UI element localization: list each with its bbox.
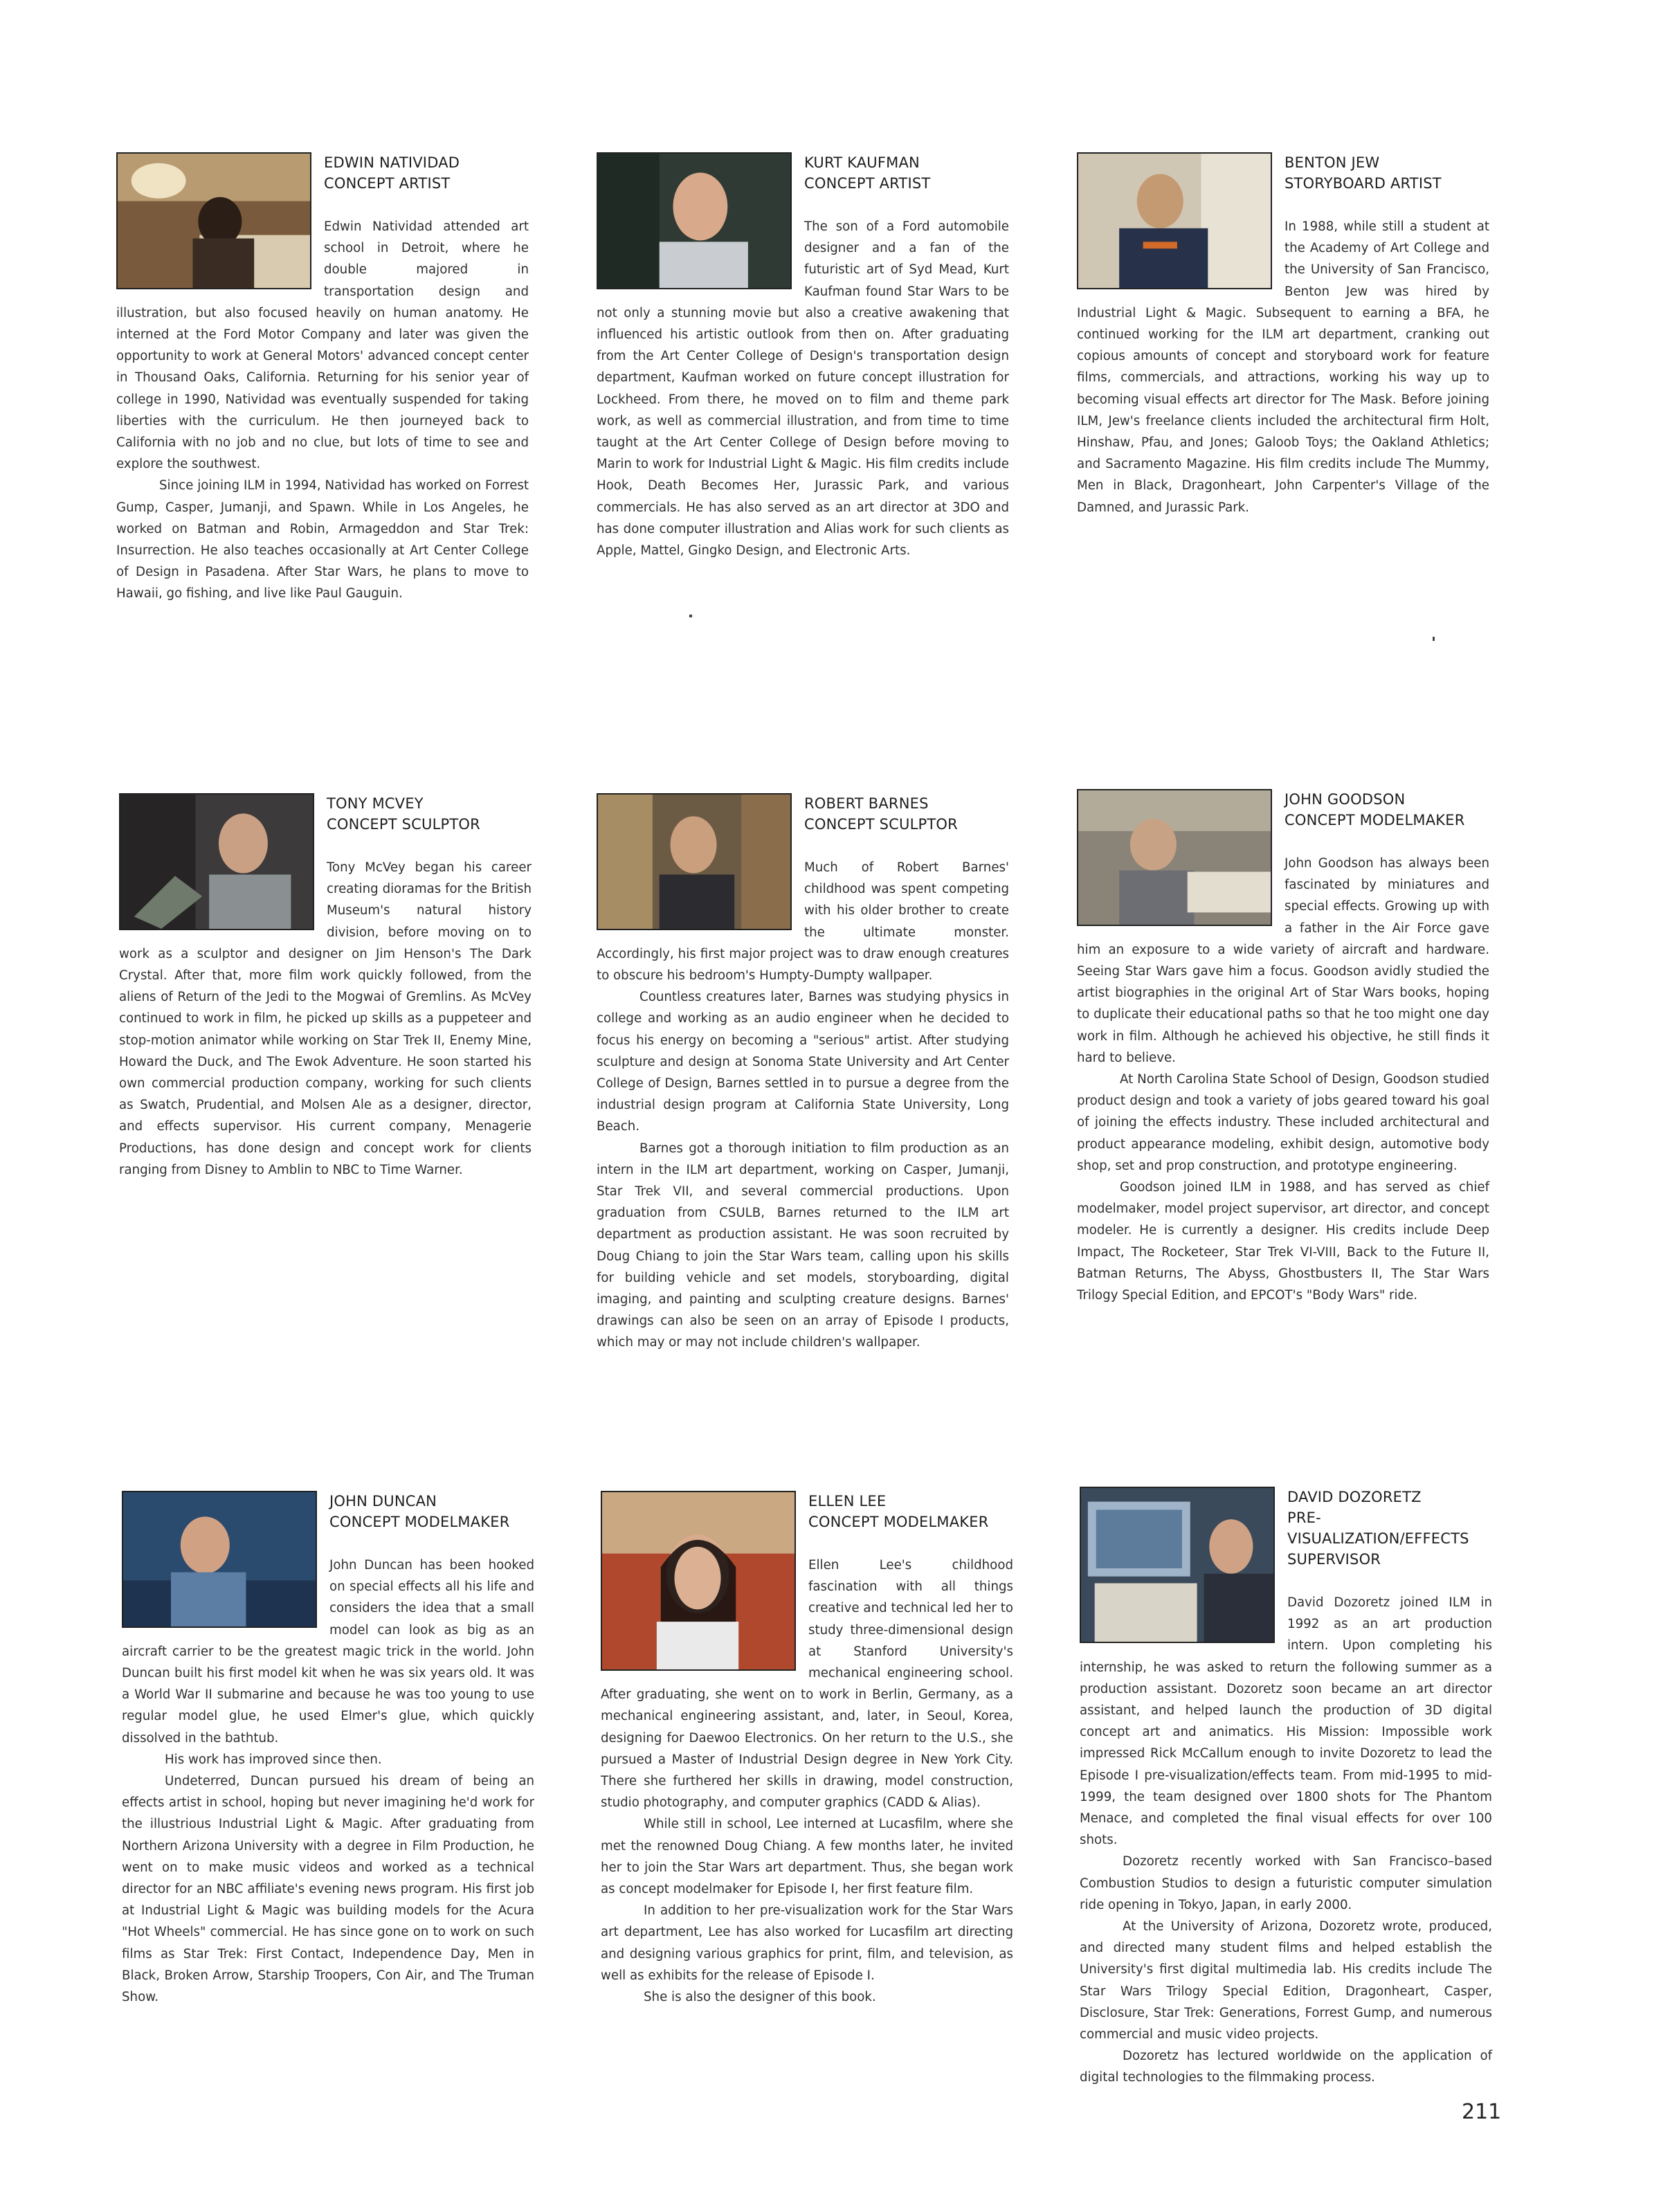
bio-robert-barnes (597, 793, 1009, 1354)
bio-paragraph: Undeterred, Duncan pursued his dream of being an effects artist in school, hoping but never imagining he'd work for the illustrious Industrial Light & Magic. After graduating from Northern Arizona University with a degree in Film Production, he went on to make music videos and worked as a technical director for an NBC affiliate's evening news program. His first job at Industrial Light & Magic was building models for the Acura "Hot Wheels" commercial. He has since gone on to work on such films as Star Trek: First Contact, Independence Day, Men in Black, Broken Arrow, Starship Troopers, Con Air, and The Truman Show. (122, 1774, 534, 2005)
bio-paragraph: At the University of Arizona, Dozoretz wrote, produced, and directed many student films and helped establish the University's first digital multimedia lab. His credits include The Star Wars Trilogy Special Edition, Dragonheart, Casper, Disclosure, Star Trek: Generations, Forrest Gump, and numerous commercial and music video projects. (1080, 1919, 1492, 2042)
bio-john-duncan (122, 1491, 534, 2008)
person-role: CONCEPT ARTIST (324, 175, 451, 192)
bio-paragraph: While still in school, Lee interned at Lucasfilm, where she met the renowned Doug Chiang. A few months later, he invited her to join the Star Wars art department. Thus, she began work as concept modelmaker for Episode I, her first feature film. (601, 1817, 1013, 1897)
bio-tony-mcvey (119, 793, 532, 1181)
portrait-photo (597, 152, 792, 289)
bio-paragraph: Edwin Natividad attended art school in Detroit, where he double majored in transportation design and illustration, but also focused heavily on human anatomy. He interned at the Ford Motor Company and later was given the opportunity to work at General Motors' advanced concept center in Thousand Oaks, California. Returning for his senior year of college in 1990, Natividad was eventually suspended for taking liberties with the curriculum. He then journeyed back to California with no job and no clue, but lots of time to see and explore the southwest. (116, 219, 529, 472)
bio-paragraph: His work has improved since then. (165, 1752, 382, 1767)
person-role: CONCEPT SCULPTOR (327, 816, 480, 833)
bio-paragraph: John Goodson has always been fascinated by miniatures and special effects. Growing up with a father in the Air Force gave him an exposure to a wide variety of aircraft and hardware. Seeing Star Wars gave him a focus. Goodson avidly studied the artist biographies in the original Art of Star Wars books, hoping to duplicate their educational paths so that he too might one day work in film. Although he achieved his objective, he still finds it hard to believe. (1077, 856, 1489, 1065)
person-name: DAVID DOZORETZ (1287, 1489, 1422, 1505)
bio-paragraph: Countless creatures later, Barnes was studying physics in college and working as an audio engineer when he decided to focus his energy on becoming a "serious" artist. After studying sculpture and design at Sonoma State University and Art Center College of Design, Barnes settled in to pursue a degree from the industrial design program at California State University, Long Beach. (597, 990, 1009, 1134)
print-speck (689, 615, 692, 617)
bio-benton-jew (1077, 152, 1489, 518)
person-role: CONCEPT MODELMAKER (329, 1514, 510, 1530)
bio-paragraph: The son of a Ford automobile designer and a fan of the futuristic art of Syd Mead, Kurt Kaufman found Star Wars to be not only a stunning movie but also a creative awakening that influenced his artistic outlook from then on. After graduating from the Art Center College of Design's transportation design department, Kaufman worked on future concept illustration for Lockheed. From there, he moved on to film and theme park work, as well as commercial illustration, and from time to time taught at the Art Center College of Design before moving to Marin to work for Industrial Light & Magic. His film credits include Hook, Death Becomes Her, Jurassic Park, and various commercials. He has also served as an art director at 3DO and has done computer illustration and Alias work for such clients as Apple, Mattel, Gingko Design, and Electronic Arts. (597, 219, 1009, 559)
portrait-photo (601, 1491, 796, 1671)
bio-david-dozoretz (1080, 1487, 1492, 2089)
person-name: KURT KAUFMAN (804, 154, 920, 171)
portrait-photo (1080, 1487, 1275, 1643)
bio-paragraph: Barnes got a thorough initiation to film production as an intern in the ILM art department, working on Casper, Jumanji, Star Trek VII, and several commercial productions. Upon graduation from CSULB, Barnes returned to the ILM art department as production assistant. He was soon recruited by Doug Chiang to join the Star Wars team, calling upon his skills for building vehicle and set models, storyboarding, digital imaging, and painting and sculpting creature designs. Barnes' drawings can also be seen on an array of Episode I products, which may or may not include children's wallpaper. (597, 1141, 1009, 1350)
page-number: 211 (1462, 2100, 1502, 2124)
bio-text (1080, 1592, 1492, 2089)
bio-paragraph: She is also the designer of this book. (644, 1990, 876, 2005)
bio-paragraph: In addition to her pre-visualization work for the Star Wars art department, Lee has also worked for Lucasfilm art directing and designing various graphics for print, film, and television, as well as exhibits for the release of Episode I. (601, 1903, 1013, 1983)
bio-paragraph: Goodson joined ILM in 1988, and has served as chief modelmaker, model project supervisor, art director, and concept modeler. He is currently a designer. His credits include Deep Impact, The Rocketeer, Star Trek VI-VIII, Back to the Future II, Batman Returns, The Abyss, Ghostbusters II, The Star Wars Trilogy Special Edition, and EPCOT's "Body Wars" ride. (1077, 1180, 1489, 1303)
portrait-photo (1077, 789, 1272, 926)
person-name: ROBERT BARNES (804, 795, 929, 812)
person-role: CONCEPT MODELMAKER (1285, 812, 1465, 828)
bio-john-goodson (1077, 789, 1489, 1306)
portrait-photo (1077, 152, 1272, 289)
person-role: CONCEPT MODELMAKER (808, 1514, 989, 1530)
portrait-photo (122, 1491, 317, 1628)
bio-edwin-natividad (116, 152, 529, 605)
person-name: TONY MCVEY (327, 795, 424, 812)
bio-paragraph: Ellen Lee's childhood fascination with all things creative and technical led her to study three-dimensional design at Stanford University's mechanical engineering school. After graduating, she went on to work in Berlin, Germany, as a mechanical engineering assistant, and, later, in Seoul, Korea, designing for Daewoo Electronics. On her return to the U.S., she pursued a Master of Industrial Design degree in New York City. There she furthered her skills in drawing, model construction, studio photography, and computer graphics (CADD & Alias). (601, 1558, 1013, 1811)
bio-paragraph: At North Carolina State School of Design, Goodson studied product design and took a variety of jobs geared toward his goal of joining the effects industry. These included architectural and product appearance modeling, exhibit design, automotive body shop, set and prop construction, and prototype engineering. (1077, 1072, 1489, 1173)
bio-paragraph: David Dozoretz joined ILM in 1992 as an art production intern. Upon completing his internship, he was asked to return the following summer as a production assistant. Dozoretz soon became an art director assistant, and helped launch the production of 3D digital concept art and animatics. His Mission: Impossible work impressed Rick McCallum enough to invite Dozoretz to lead the Episode I pre-visualization/effects team. From mid-1995 to mid-1999, the team designed over 1800 shots for The Phantom Menace, and completed the final visual effects for over 100 shots. (1080, 1595, 1492, 1848)
portrait-photo (597, 793, 792, 930)
person-name: JOHN GOODSON (1285, 791, 1406, 808)
person-name: ELLEN LEE (808, 1493, 887, 1510)
person-role: PRE-VISUALIZATION/EFFECTS SUPERVISOR (1287, 1510, 1469, 1568)
bio-paragraph: John Duncan has been hooked on special effects all his life and considers the idea that a small model can look as big as an aircraft carrier to be the greatest magic trick in the world. John Duncan built his first model kit when he was six years old. It was a World War II submarine and because he was too young to use regular model glue, he used Elmer's glue, which quickly dissolved in the bathtub. (122, 1558, 534, 1746)
person-role: CONCEPT ARTIST (804, 175, 931, 192)
bio-ellen-lee (601, 1491, 1013, 2008)
person-name: BENTON JEW (1285, 154, 1380, 171)
bio-paragraph: Tony McVey began his career creating dioramas for the British Museum's natural history division, before moving on to work as a sculptor and designer on Jim Henson's The Dark Crystal. After that, more film work quickly followed, from the aliens of Return of the Jedi to the Mogwai of Gremlins. As McVey continued to work in film, he picked up skills as a puppeteer and stop-motion animator while working on Star Trek II, Enemy Mine, Howard the Duck, and The Ewok Adventure. He soon started his own commercial production company, working for such clients as Swatch, Prudential, and Molsen Ale as a designer, director, and effects supervisor. His current company, Menagerie Productions, has done design and concept work for clients ranging from Disney to Amblin to NBC to Time Warner. (119, 860, 532, 1177)
person-name: JOHN DUNCAN (329, 1493, 437, 1510)
bio-kurt-kaufman (597, 152, 1009, 561)
person-name: EDWIN NATIVIDAD (324, 154, 460, 171)
bio-paragraph: Much of Robert Barnes' childhood was spent competing with his older brother to create the ultimate monster. Accordingly, his first major project was to draw enough creatures to obscure his bedroom's Humpty-Dumpty wallpaper. (597, 860, 1009, 983)
print-speck (1433, 637, 1435, 641)
portrait-photo (119, 793, 314, 930)
bio-paragraph: Since joining ILM in 1994, Natividad has worked on Forrest Gump, Casper, Jumanji, and Spawn. While in Los Angeles, he worked on Batman and Robin, Armageddon and Star Trek: Insurrection. He also teaches occasionally at Art Center College of Design in Pasadena. After Star Wars, he plans to move to Hawaii, go fishing, and live like Paul Gauguin. (116, 478, 529, 601)
bio-paragraph: In 1988, while still a student at the Academy of Art College and the University of San Francisco, Benton Jew was hired by Industrial Light & Magic. Subsequent to earning a BFA, he continued working for the ILM art department, cranking out copious amounts of concept and storyboard work for feature films, commercials, and attractions, working his way up to becoming visual effects art director for The Mask. Before joining ILM, Jew's freelance clients included the architectural firm Holt, Hinshaw, Pfau, and Jones; Galoob Toys; the Oakland Athletics; and Sacramento Magazine. His film credits include The Mummy, Men in Black, Dragonheart, John Carpenter's Village of the Damned, and Jurassic Park. (1077, 219, 1489, 515)
bio-paragraph: Dozoretz recently worked with San Francisco–based Combustion Studios to design a futuristic computer simulation ride opening in Tokyo, Japan, in early 2000. (1080, 1854, 1492, 1912)
person-role: CONCEPT SCULPTOR (804, 816, 958, 833)
portrait-photo (116, 152, 311, 289)
person-role: STORYBOARD ARTIST (1285, 175, 1442, 192)
bio-text (597, 857, 1009, 1354)
bio-paragraph: Dozoretz has lectured worldwide on the application of digital technologies to the filmmaking process. (1080, 2049, 1492, 2085)
